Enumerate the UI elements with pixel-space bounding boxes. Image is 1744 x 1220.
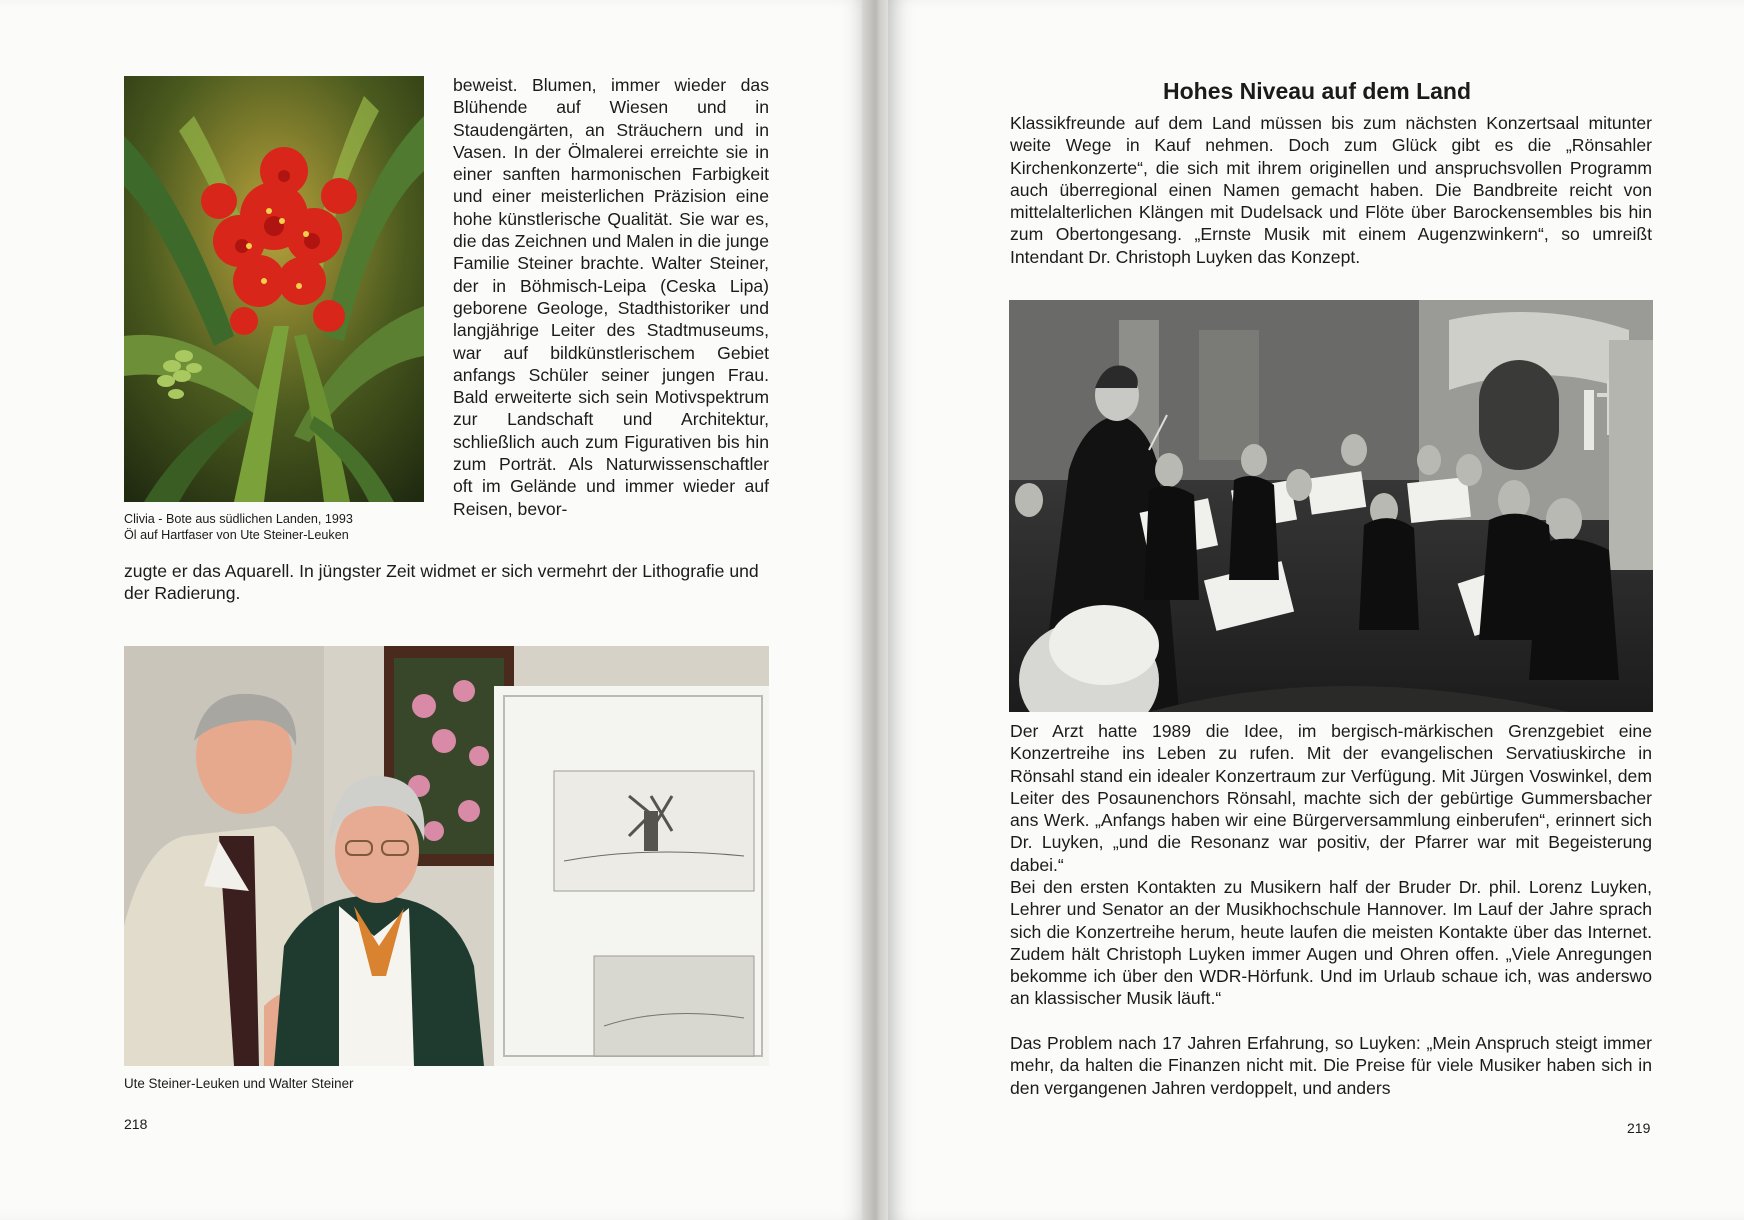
right-page bbox=[888, 0, 1744, 1220]
left-column-text: beweist. Blumen, immer wieder das Blühende auf Wiesen und in Staudengärten, an Sträuchern und in Vasen. In der Ölmalerei erreichte sie in einer sanften harmonischen Farbigkeit und einer meisterlichen Präzision eine hohe künstlerische Qualität. Sie war es, die das Zeichnen und Malen in die junge Familie Steiner brachte. Walter Steiner, der in Böhmisch-Leipa (Ceska Lipa) geborene Geologe, Stadthistoriker und langjährige Leiter des Stadtmuseums, war auf bildkünstlerischem Gebiet anfangs Schüler seiner jungen Frau. Bald erweiterte sich sein Motivspektrum zur Landschaft und Architektur, schließlich auch zum Figurativen bis hin zum Porträt. Als Naturwissenschaftler oft im Gelände und immer wieder auf Reisen, bevor- bbox=[453, 75, 769, 519]
page-number-left: 218 bbox=[124, 1116, 148, 1132]
photo-caption: Ute Steiner-Leuken und Walter Steiner bbox=[124, 1076, 354, 1091]
body-paragraph-3: Das Problem nach 17 Jahren Erfahrung, so Luyken: „Mein Anspruch steigt immer mehr, da halten die Finanzen nicht mit. Die Preise für viele Musiker haben sich in den vergangenen Jahren verdoppelt, und anders bbox=[1010, 1033, 1652, 1098]
painting-caption-medium: Öl auf Hartfaser von Ute Steiner-Leuken bbox=[124, 527, 349, 542]
body-paragraph-2: Bei den ersten Kontakten zu Musikern half der Bruder Dr. phil. Lorenz Luyken, Lehrer und Senator an der Musikhochschule Hannover. Im Lauf der Jahre sprach sich die Konzertreihe herum, heute laufen die meisten Kontakte über das Internet. Zudem hält Christoph Luyken immer Augen und Ohren offen. „Viele Anregungen bekomme ich über den WDR-Hörfunk. Und im Urlaub schaue ich, was anderswo an klassischer Musik läuft.“ bbox=[1010, 877, 1652, 1009]
portrait-photo bbox=[124, 646, 769, 1066]
intro-text: Klassikfreunde auf dem Land müssen bis zum nächsten Konzertsaal mitunter weite Wege in Kauf nehmen. Doch zum Glück gibt es die „Rönsahler Kirchenkonzerte“, die sich mit ihrem originellen und anspruchsvollen Programm auch überregional einen Namen gemacht haben. Die Bandbreite reicht von mittelalterlichen Klängen mit Dudelsack und Flöte über Barockensembles bis hin zum Obertongesang. „Ernste Musik mit einem Augenzwinkern“, so umreißt Intendant Dr. Christoph Luyken das Konzept. bbox=[1010, 113, 1652, 267]
left-full-width-text: zugte er das Aquarell. In jüngster Zeit widmet er sich vermehrt der Lithografie und der Radierung. bbox=[124, 561, 759, 604]
body-paragraph-1: Der Arzt hatte 1989 die Idee, im bergisch-märkischen Grenzgebiet eine Konzertreihe ins Leben zu rufen. Mit der evangelischen Servatiuskirche in Rönsahl stand ein idealer Konzertraum zur Verfügung. Mit Jürgen Voswinkel, dem Leiter des Posaunenchors Rönsahl, machte sich der gebürtige Gummersbacher ans Werk. „Anfangs haben wir eine Bürgerversammlung einberufen“, erinnert sich Dr. Luyken, „und die Resonanz war positiv, der Pfarrer war mit Begeisterung dabei.“ bbox=[1010, 721, 1652, 875]
left-page bbox=[0, 0, 868, 1220]
article-heading: Hohes Niveau auf dem Land bbox=[1163, 78, 1472, 104]
clivia-painting bbox=[124, 76, 424, 502]
painting-caption bbox=[124, 512, 424, 543]
page-number-right: 219 bbox=[1627, 1120, 1651, 1136]
painting-caption-title: Clivia - Bote aus südlichen Landen, 1993 bbox=[124, 512, 353, 526]
concert-photo bbox=[1009, 300, 1653, 712]
